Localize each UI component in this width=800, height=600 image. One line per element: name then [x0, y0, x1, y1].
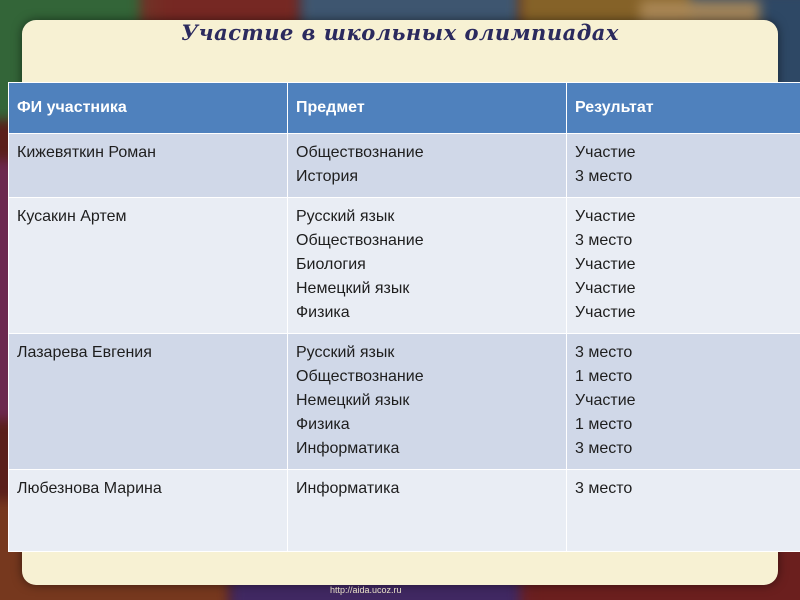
subject-item: Немецкий язык — [296, 392, 410, 409]
page-title: Участие в школьных олимпиадах — [181, 20, 619, 45]
subject-item: Обществознание — [296, 144, 424, 161]
result-item: 3 место — [575, 168, 633, 185]
table-row — [9, 198, 800, 334]
subject-item: Физика — [296, 304, 350, 321]
participant-name: Кижевяткин Роман — [9, 134, 288, 198]
subject-item: Немецкий язык — [296, 280, 410, 297]
result-item: 3 место — [575, 480, 633, 497]
participant-name: Кусакин Артем — [9, 198, 288, 334]
header-participant: ФИ участника — [9, 83, 288, 134]
result-item: Участие — [575, 144, 636, 161]
table-row — [9, 470, 800, 552]
subject-item: Информатика — [296, 440, 400, 457]
results-cell — [567, 134, 800, 198]
subject-item: Физика — [296, 416, 350, 433]
result-item: Участие — [575, 304, 636, 321]
result-item: 1 место — [575, 368, 633, 385]
olympiad-results-table — [8, 82, 800, 552]
subject-item: История — [296, 168, 359, 185]
header-result: Результат — [567, 83, 800, 134]
subject-item: Биология — [296, 256, 366, 273]
table-row — [9, 134, 800, 198]
header-subject: Предмет — [288, 83, 567, 134]
result-item: 3 место — [575, 440, 633, 457]
subjects-cell — [288, 134, 567, 198]
result-item: 3 место — [575, 232, 633, 249]
subjects-cell — [288, 198, 567, 334]
table-header-row — [9, 83, 800, 134]
subject-item: Информатика — [296, 480, 400, 497]
subject-item: Обществознание — [296, 232, 424, 249]
subjects-cell — [288, 334, 567, 470]
table-row — [9, 334, 800, 470]
result-item: Участие — [575, 392, 636, 409]
result-item: Участие — [575, 208, 636, 225]
subjects-cell — [288, 470, 567, 552]
subject-item: Обществознание — [296, 368, 424, 385]
participant-name: Лазарева Евгения — [9, 334, 288, 470]
footer-url: http://aida.ucoz.ru — [330, 585, 402, 595]
result-item: 3 место — [575, 344, 633, 361]
results-cell — [567, 470, 800, 552]
result-item: Участие — [575, 280, 636, 297]
participant-name: Любезнова Марина — [9, 470, 288, 552]
result-item: Участие — [575, 256, 636, 273]
subject-item: Русский язык — [296, 208, 395, 225]
subject-item: Русский язык — [296, 344, 395, 361]
results-cell — [567, 334, 800, 470]
result-item: 1 место — [575, 416, 633, 433]
results-cell — [567, 198, 800, 334]
